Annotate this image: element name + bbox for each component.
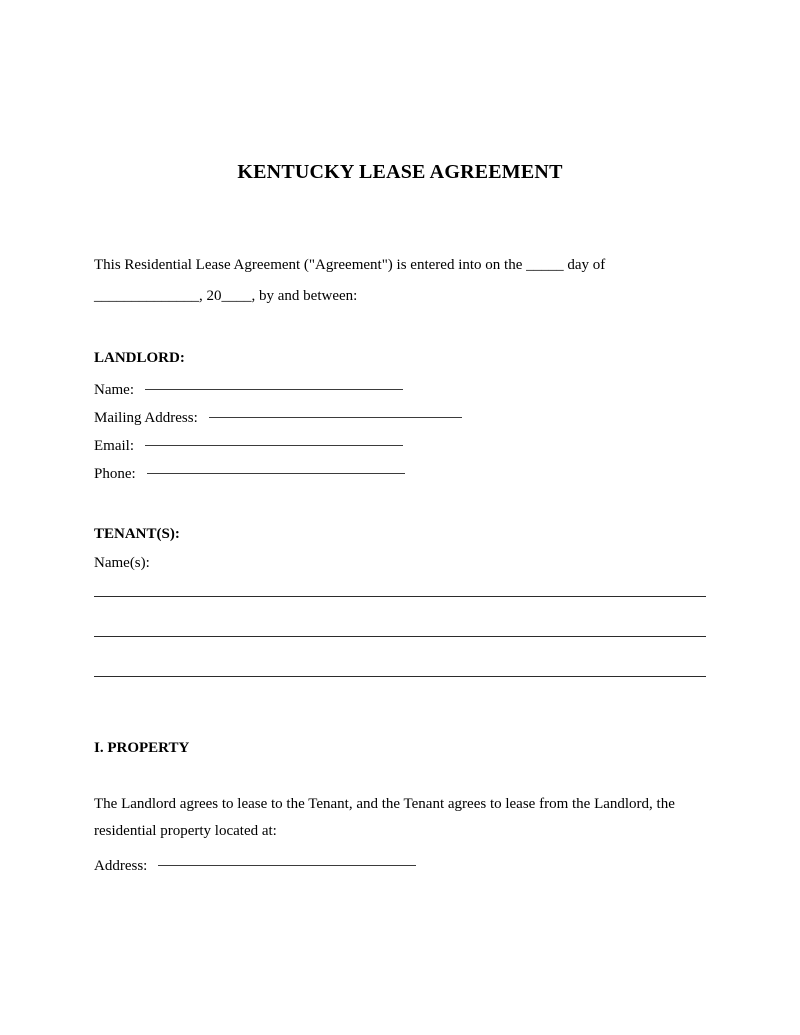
landlord-section-heading: LANDLORD: [94, 350, 185, 366]
landlord-name-row [94, 376, 706, 404]
property-address-input-rule[interactable] [158, 865, 416, 866]
page-title: KENTUCKY LEASE AGREEMENT [237, 161, 563, 183]
property-body-text: The Landlord agrees to lease to the Tenant, and the Tenant agrees to lease from the Landlord, the residential property located at: [94, 796, 675, 839]
property-address-label: Address: [94, 858, 148, 874]
landlord-phone-label: Phone: [94, 466, 136, 482]
landlord-email-label: Email: [94, 438, 134, 454]
property-section-heading: I. PROPERTY [94, 740, 190, 756]
tenant-names-label: Name(s): [94, 555, 150, 571]
document-content-column [94, 0, 706, 880]
intro-paragraph: This Residential Lease Agreement ("Agreement") is entered into on the _____ day of ______________, 20____, by and between: [94, 257, 606, 304]
tenant-section-heading: TENANT(S): [94, 526, 180, 542]
property-address-row [94, 852, 706, 880]
tenant-name-blank-line[interactable] [94, 636, 706, 637]
landlord-name-input-rule[interactable] [145, 389, 403, 390]
tenant-names-blank-lines [94, 577, 706, 677]
landlord-name-label: Name: [94, 382, 134, 398]
landlord-mailing-address-label: Mailing Address: [94, 410, 198, 426]
landlord-email-row [94, 432, 706, 460]
landlord-mailing-address-row [94, 404, 706, 432]
landlord-phone-row [94, 460, 706, 488]
landlord-email-input-rule[interactable] [145, 445, 403, 446]
tenant-name-blank-line[interactable] [94, 596, 706, 597]
landlord-mailing-address-input-rule[interactable] [209, 417, 462, 418]
landlord-phone-input-rule[interactable] [147, 473, 405, 474]
